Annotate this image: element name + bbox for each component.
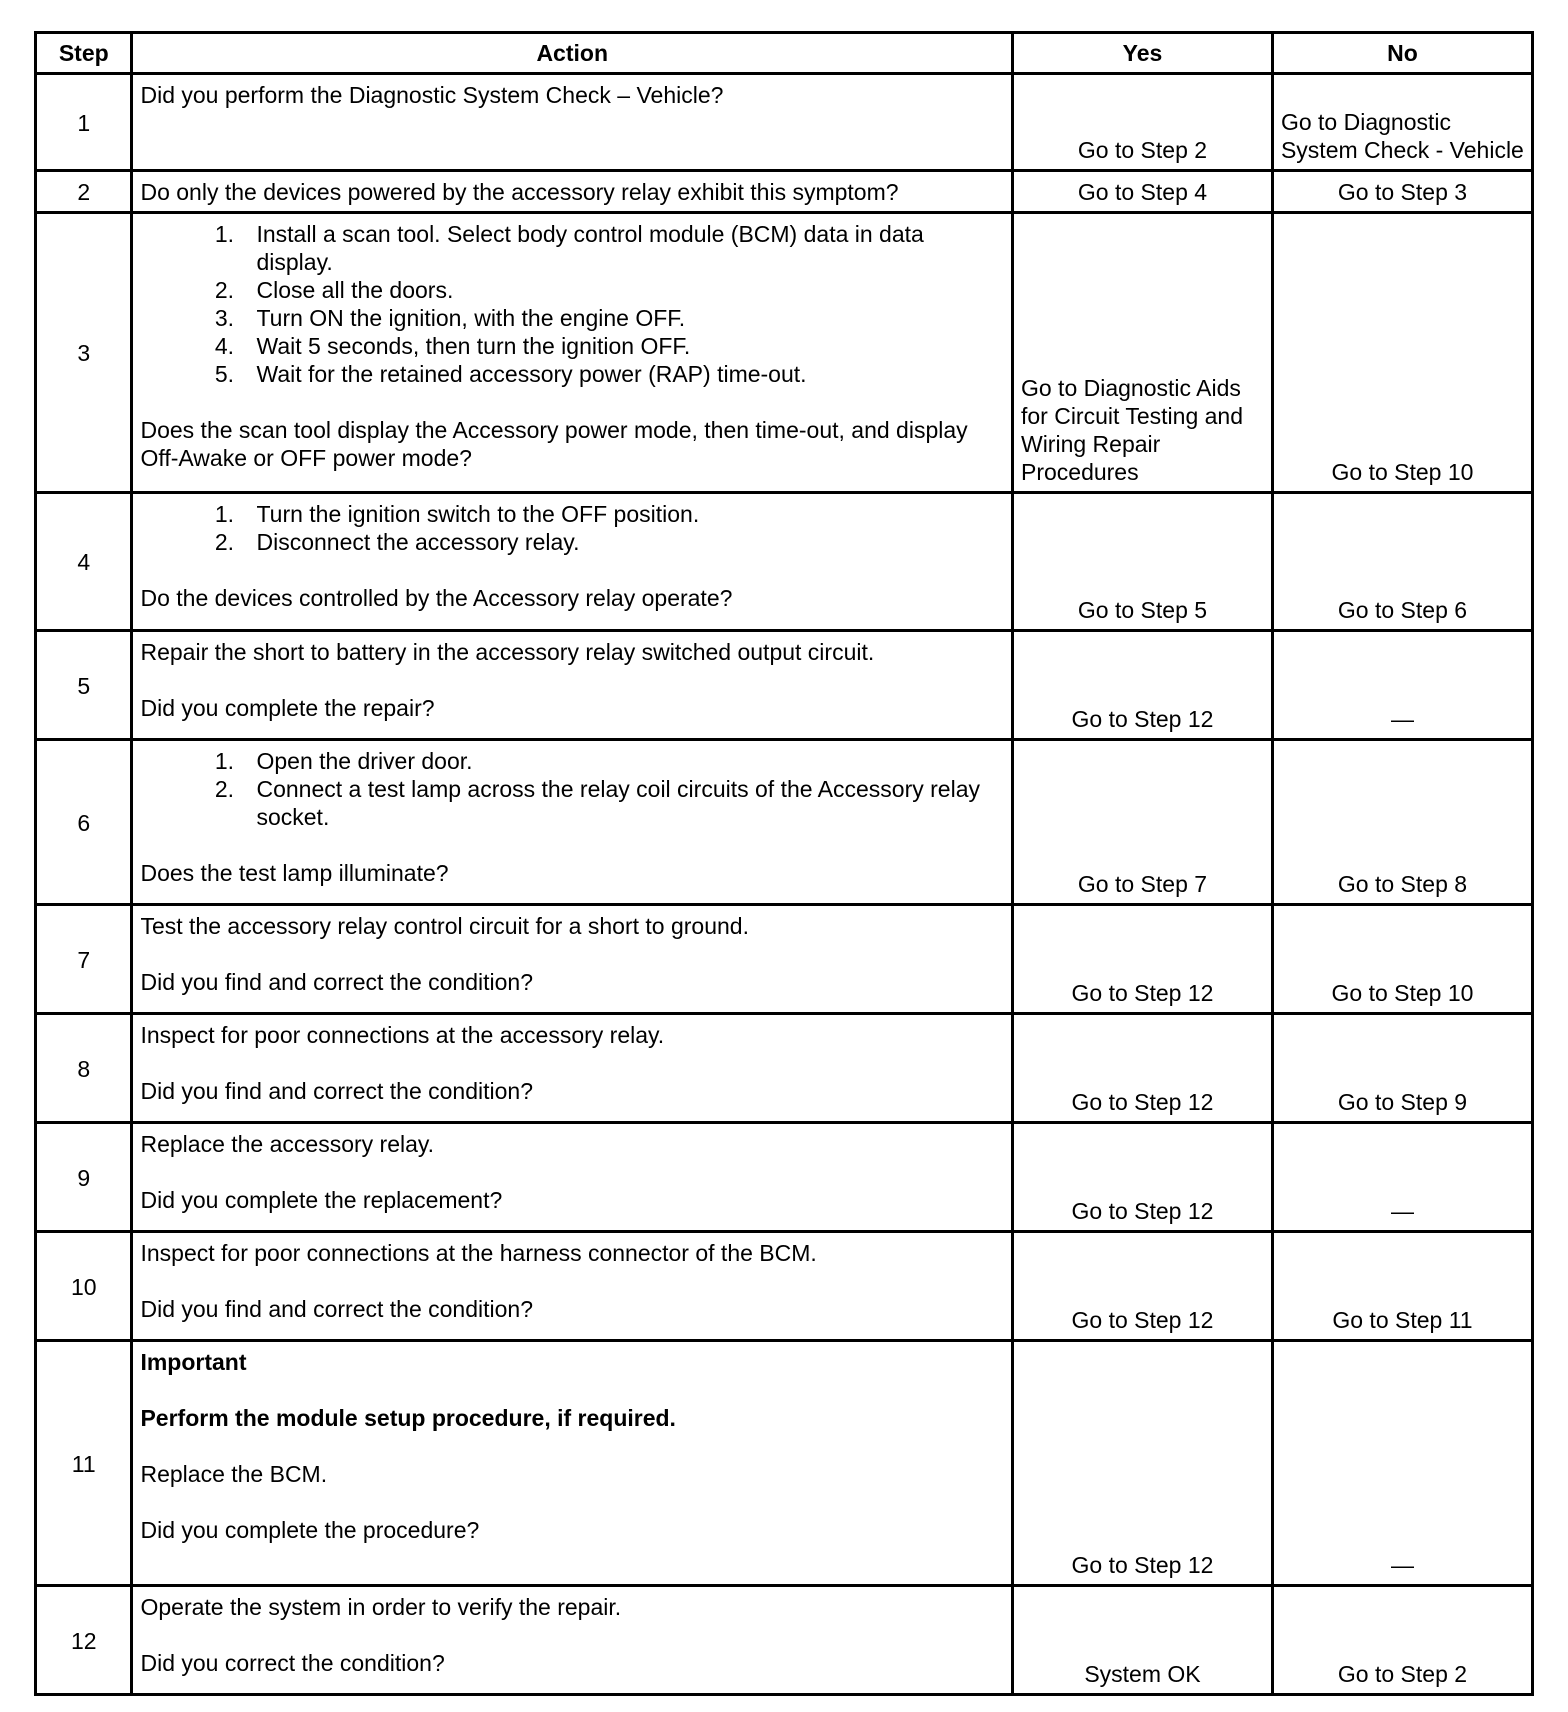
no-cell: Go to Step 9 [1272,1014,1532,1123]
action-instruction: Test the accessory relay control circuit for a short to ground. [140,913,749,939]
diagnostic-table [34,31,1534,1696]
substep: 5. Wait for the retained accessory power (RAP) time-out. [240,360,1004,388]
action-cell [132,740,1013,905]
action-cell [132,1586,1013,1695]
yes-cell: Go to Step 7 [1012,740,1272,905]
substep: 4. Wait 5 seconds, then turn the ignition OFF. [240,332,1004,360]
table-row [36,213,1533,493]
header-no: No [1272,33,1532,74]
table-row [36,74,1533,171]
header-step: Step [36,33,132,74]
yes-cell: Go to Step 12 [1012,1014,1272,1123]
yes-cell: Go to Diagnostic Aids for Circuit Testing and Wiring Repair Procedures [1012,213,1272,493]
no-cell: Go to Step 10 [1272,905,1532,1014]
action-cell [132,1014,1013,1123]
no-cell: Go to Step 8 [1272,740,1532,905]
table-row [36,171,1533,213]
no-cell: Go to Step 3 [1272,171,1532,213]
action-question: Did you find and correct the condition? [140,1078,533,1104]
step-number: 7 [36,905,132,1014]
step-number: 5 [36,631,132,740]
action-cell [132,1341,1013,1586]
action-cell [132,493,1013,631]
substep: 1. Turn the ignition switch to the OFF position. [240,500,1004,528]
step-number: 11 [36,1341,132,1586]
step-number: 1 [36,74,132,171]
yes-cell: Go to Step 12 [1012,1232,1272,1341]
no-cell: Go to Step 2 [1272,1586,1532,1695]
substep: 1. Install a scan tool. Select body control module (BCM) data in data display. [240,220,1004,276]
action-question: Did you find and correct the condition? [140,969,533,995]
yes-cell: Go to Step 5 [1012,493,1272,631]
important-label: Important [140,1349,247,1375]
substep: 2. Disconnect the accessory relay. [240,528,1004,556]
yes-cell: Go to Step 12 [1012,1341,1272,1586]
no-cell: Go to Step 11 [1272,1232,1532,1341]
action-cell [132,1123,1013,1232]
substep-list [140,747,1004,831]
yes-cell: System OK [1012,1586,1272,1695]
action-cell [132,631,1013,740]
action-question: Did you correct the condition? [140,1650,445,1676]
action-instruction: Replace the BCM. [140,1461,328,1487]
yes-cell: Go to Step 12 [1012,1123,1272,1232]
table-row [36,631,1533,740]
header-action: Action [132,33,1013,74]
table-row [36,740,1533,905]
action-question: Did you complete the replacement? [140,1187,503,1213]
no-cell: — [1272,631,1532,740]
table-row [36,1341,1533,1586]
yes-cell: Go to Step 12 [1012,631,1272,740]
substep: 3. Turn ON the ignition, with the engine OFF. [240,304,1004,332]
action-question: Did you complete the procedure? [140,1517,480,1543]
yes-cell: Go to Step 4 [1012,171,1272,213]
header-yes: Yes [1012,33,1272,74]
action-question: Do the devices controlled by the Accessory relay operate? [140,585,733,611]
action-question: Did you complete the repair? [140,695,435,721]
yes-cell: Go to Step 12 [1012,905,1272,1014]
substep: 1. Open the driver door. [240,747,1004,775]
action-cell [132,905,1013,1014]
action-instruction: Inspect for poor connections at the harness connector of the BCM. [140,1240,817,1266]
table-row [36,1232,1533,1341]
step-number: 12 [36,1586,132,1695]
step-number: 9 [36,1123,132,1232]
step-number: 10 [36,1232,132,1341]
table-row [36,1586,1533,1695]
action-question: Did you find and correct the condition? [140,1296,533,1322]
action-instruction: Inspect for poor connections at the accessory relay. [140,1022,665,1048]
step-number: 4 [36,493,132,631]
action-cell [132,213,1013,493]
no-cell: Go to Step 6 [1272,493,1532,631]
no-cell: Go to Diagnostic System Check - Vehicle [1272,74,1532,171]
step-number: 8 [36,1014,132,1123]
action-cell: Do only the devices powered by the accessory relay exhibit this symptom? [132,171,1013,213]
yes-cell: Go to Step 2 [1012,74,1272,171]
table-row [36,1123,1533,1232]
table-row [36,493,1533,631]
step-number: 3 [36,213,132,493]
no-cell: — [1272,1341,1532,1586]
action-cell [132,1232,1013,1341]
action-cell: Did you perform the Diagnostic System Check – Vehicle? [132,74,1013,171]
important-text: Perform the module setup procedure, if required. [140,1405,676,1431]
substep-list [140,500,1004,556]
table-row [36,1014,1533,1123]
table-row [36,905,1533,1014]
action-question: Does the test lamp illuminate? [140,860,449,886]
table-header-row [36,33,1533,74]
step-number: 2 [36,171,132,213]
action-instruction: Replace the accessory relay. [140,1131,435,1157]
substep-list [140,220,1004,388]
step-number: 6 [36,740,132,905]
substep: 2. Connect a test lamp across the relay coil circuits of the Accessory relay socket. [240,775,1004,831]
action-instruction: Operate the system in order to verify the repair. [140,1594,622,1620]
action-question: Does the scan tool display the Accessory power mode, then time-out, and display Off-Awake or OFF power mode? [140,417,968,471]
no-cell: Go to Step 10 [1272,213,1532,493]
no-cell: — [1272,1123,1532,1232]
substep: 2. Close all the doors. [240,276,1004,304]
action-instruction: Repair the short to battery in the accessory relay switched output circuit. [140,639,875,665]
